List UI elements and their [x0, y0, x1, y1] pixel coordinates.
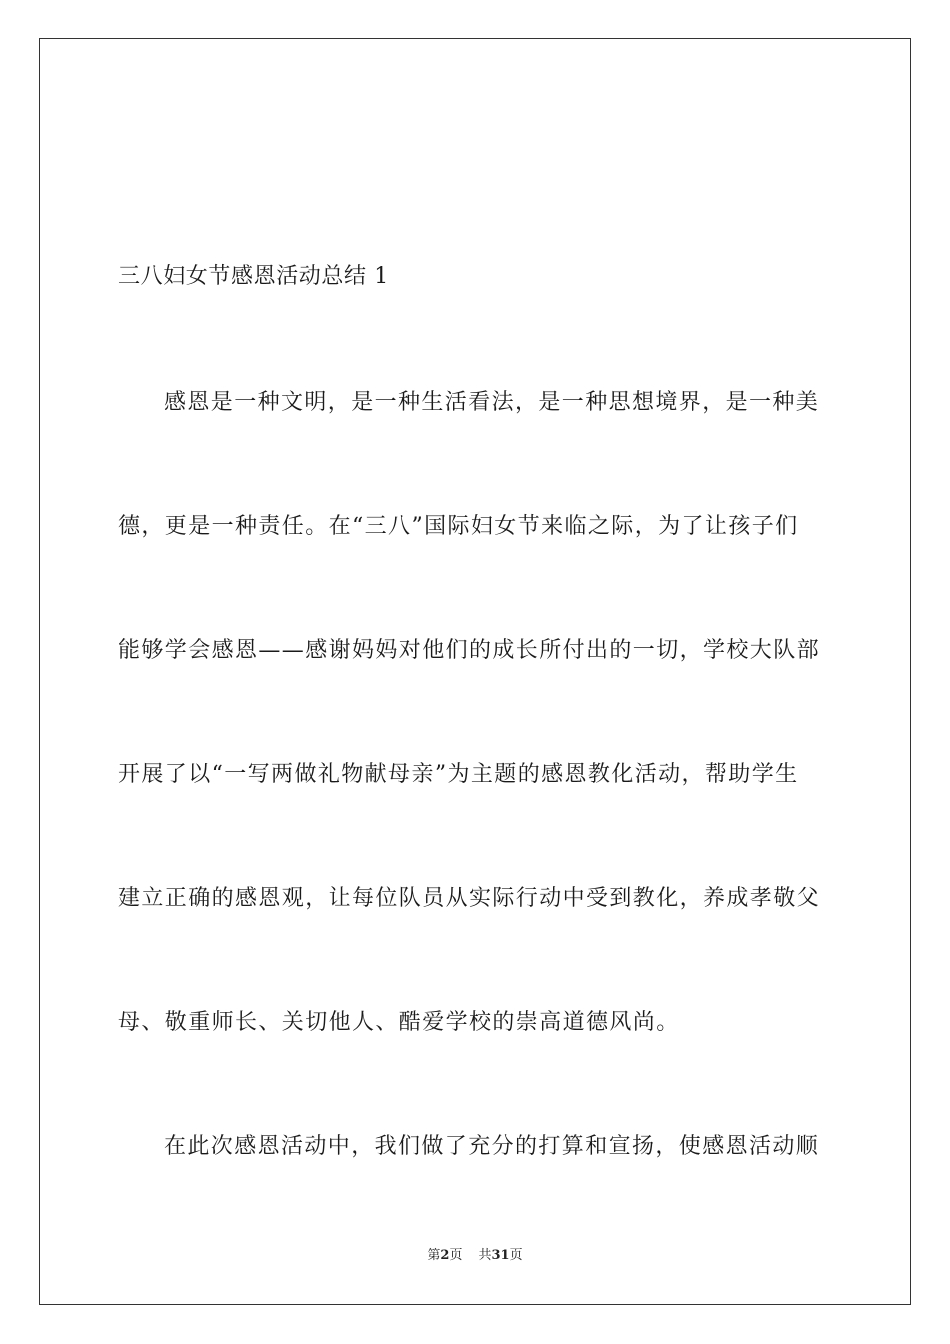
document-title: 三八妇女节感恩活动总结 1 [118, 264, 389, 289]
total-suffix: 页 [509, 1248, 523, 1263]
total-pages: 31 [491, 1248, 510, 1263]
paragraph-line: 开展了以“一写两做礼物献母亲”为主题的感恩教化活动，帮助学生 [118, 762, 799, 787]
page-border [39, 38, 911, 1305]
paragraph-line: 母、敬重师长、关切他人、酷爱学校的崇高道德风尚。 [118, 1010, 680, 1035]
page-prefix: 第 [427, 1248, 441, 1263]
page-number: 2 [440, 1248, 450, 1263]
page-suffix: 页 [449, 1248, 463, 1263]
page-footer [0, 1246, 950, 1266]
paragraph-line: 感恩是一种文明，是一种生活看法，是一种思想境界，是一种美 [164, 390, 820, 415]
paragraph-line: 德，更是一种责任。在“三八”国际妇女节来临之际，为了让孩子们 [118, 514, 799, 539]
paragraph-line: 在此次感恩活动中，我们做了充分的打算和宣扬，使感恩活动顺 [164, 1134, 820, 1159]
paragraph-line: 建立正确的感恩观，让每位队员从实际行动中受到教化，养成孝敬父 [118, 886, 821, 911]
paragraph-line: 能够学会感恩——感谢妈妈对他们的成长所付出的一切，学校大队部 [118, 638, 821, 663]
total-prefix: 共 [478, 1248, 492, 1263]
